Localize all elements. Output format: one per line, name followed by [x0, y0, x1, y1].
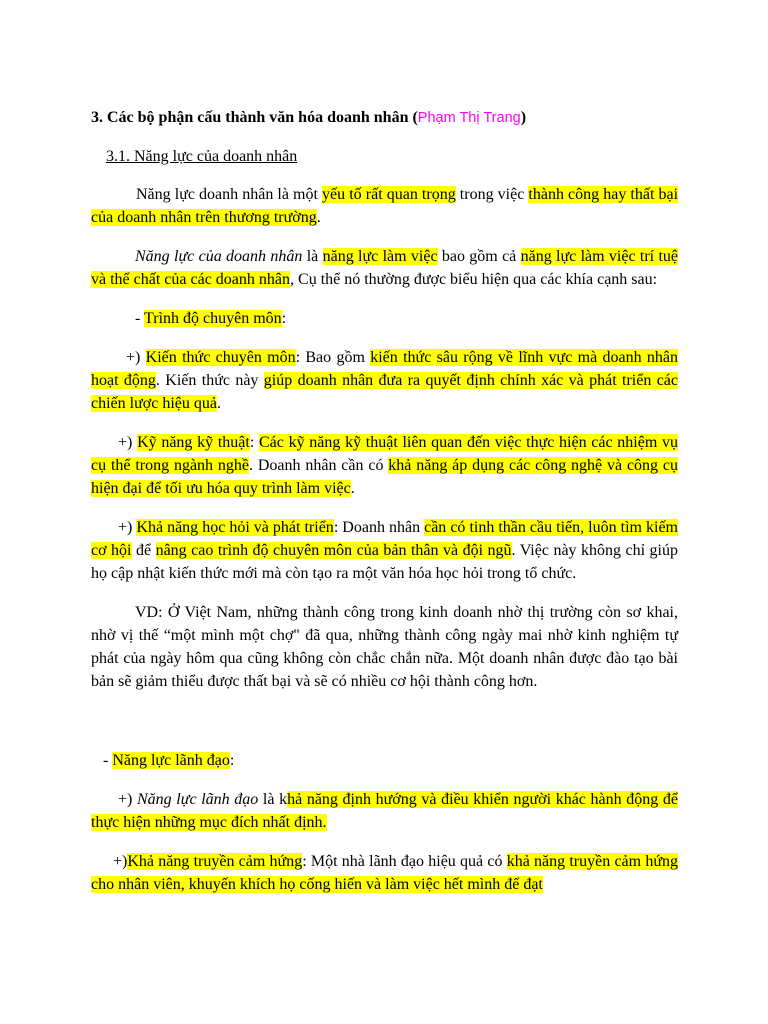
text-run: , Cụ thể nó thường được biểu hiện qua các khía cạnh sau: [290, 271, 658, 288]
italic-term: Năng lực lãnh đạo [136, 791, 259, 808]
text-run: - [135, 310, 145, 327]
text-run: . [316, 209, 321, 226]
highlighted-text: thành công hay thất bại của doanh nhân trên thương trường [91, 186, 679, 226]
text-run: . Việc này không chỉ giúp họ cập nhật kiến thức mới mà còn tạo ra một văn hóa học hỏi trong tổ chức. [91, 542, 678, 582]
bullet-lanh-dao [91, 749, 678, 772]
highlighted-text: Khả năng truyền cảm hứng [127, 853, 303, 870]
highlighted-text: nâng cao trình độ chuyên môn của bản thân và đội ngũ [155, 542, 512, 559]
text-run: : Doanh nhân [333, 519, 425, 536]
highlighted-text: kiến thức sâu rộng về lĩnh vực mà doanh nhân hoạt động [91, 349, 679, 389]
author-name: Phạm Thị Trang [417, 110, 521, 126]
highlighted-text: Kiến thức chuyên môn [145, 349, 296, 366]
paragraph-lanh-dao-def [91, 788, 678, 834]
italic-term: Năng lực của doanh nhân [135, 248, 303, 265]
text-run: : [229, 752, 235, 769]
highlighted-text: Năng lực lãnh đạo [112, 752, 230, 769]
document-body [91, 106, 678, 912]
highlighted-text: khả năng truyền cảm hứng cho nhân viên, khuyến khích họ cống hiến và làm việc hết mình để đạt [91, 853, 678, 893]
heading-close: ) [520, 109, 527, 126]
text-run: trong việc [455, 186, 529, 203]
section-heading [91, 106, 678, 130]
text-run: Năng lực doanh nhân là một [136, 186, 323, 203]
text-run: . Kiến thức này [155, 372, 264, 389]
text-run: +) [118, 519, 137, 536]
heading-text: 3. Các bộ phận cấu thành văn hóa doanh nhân ( [91, 109, 418, 126]
highlighted-text: Kỹ năng kỹ thuật [137, 434, 250, 451]
text-run: để [131, 542, 156, 559]
text-run: bao gồm cả [437, 248, 521, 265]
text-run: . Doanh nhân cần có [249, 457, 389, 474]
highlighted-text: Các kỹ năng kỹ thuật liên quan đến việc thực hiện các nhiệm vụ cụ thể trong ngành nghề [91, 434, 678, 474]
subsection-heading: 3.1. Năng lực của doanh nhân [106, 148, 298, 165]
paragraph-1 [91, 183, 678, 229]
highlighted-text: yếu tố rất quan trọng [322, 186, 456, 203]
paragraph-example: VD: Ở Việt Nam, những thành công trong kinh doanh nhờ thị trường còn sơ khai, nhờ vị thế “một mình một chợ" đã qua, những thành công ngày mai nhờ kinh nghiệm tự phát của ngày hôm qua cũng không còn chắc chắn nữa. Một doanh nhân được đào tạo bài bản sẽ giảm thiểu được thất bại và sẽ có nhiều cơ hội thành công hơn. [91, 604, 678, 690]
highlighted-text: năng lực làm việc trí tuệ và thể chất của các doanh nhân [91, 248, 679, 288]
highlighted-text: Khả năng học hỏi và phát triển [136, 519, 334, 536]
highlighted-text: giúp doanh nhân đưa ra quyết định chính xác và phát triển các chiến lược hiệu quả [91, 372, 679, 412]
paragraph-2 [91, 245, 678, 291]
text-run: : [281, 310, 287, 327]
text-run: +) [126, 349, 146, 366]
text-run: : Một nhà lãnh đạo hiệu quả có [302, 853, 507, 870]
text-run: là k [258, 791, 288, 808]
highlighted-text: Trình độ chuyên môn [144, 310, 282, 327]
text-run: : Bao gồm [295, 349, 371, 366]
paragraph-cam-hung [91, 850, 678, 896]
text-run: : [249, 434, 259, 451]
text-run: là [302, 248, 323, 265]
text-run: +) [118, 791, 137, 808]
highlighted-text: khả năng áp dụng các công nghệ và công cụ hiện đại để tối ưu hóa quy trình làm việc [91, 457, 678, 497]
highlighted-text: cần có tinh thần cầu tiến, luôn tìm kiếm cơ hội [91, 519, 678, 559]
spacer [91, 709, 678, 749]
bullet-trinh-do [91, 307, 678, 330]
highlighted-text: hả năng định hướng và điều khiển người khác hành động để thực hiện những mục đích nhất định. [91, 791, 679, 831]
text-run: . [350, 480, 355, 497]
text-run: +) [118, 434, 138, 451]
paragraph-kien-thuc [91, 346, 678, 415]
text-run: . [216, 395, 221, 412]
text-run: +) [113, 853, 128, 870]
paragraph-ky-nang [91, 431, 678, 500]
highlighted-text: năng lực làm việc [322, 248, 438, 265]
text-run: - [103, 752, 113, 769]
paragraph-hoc-hoi [91, 516, 678, 585]
